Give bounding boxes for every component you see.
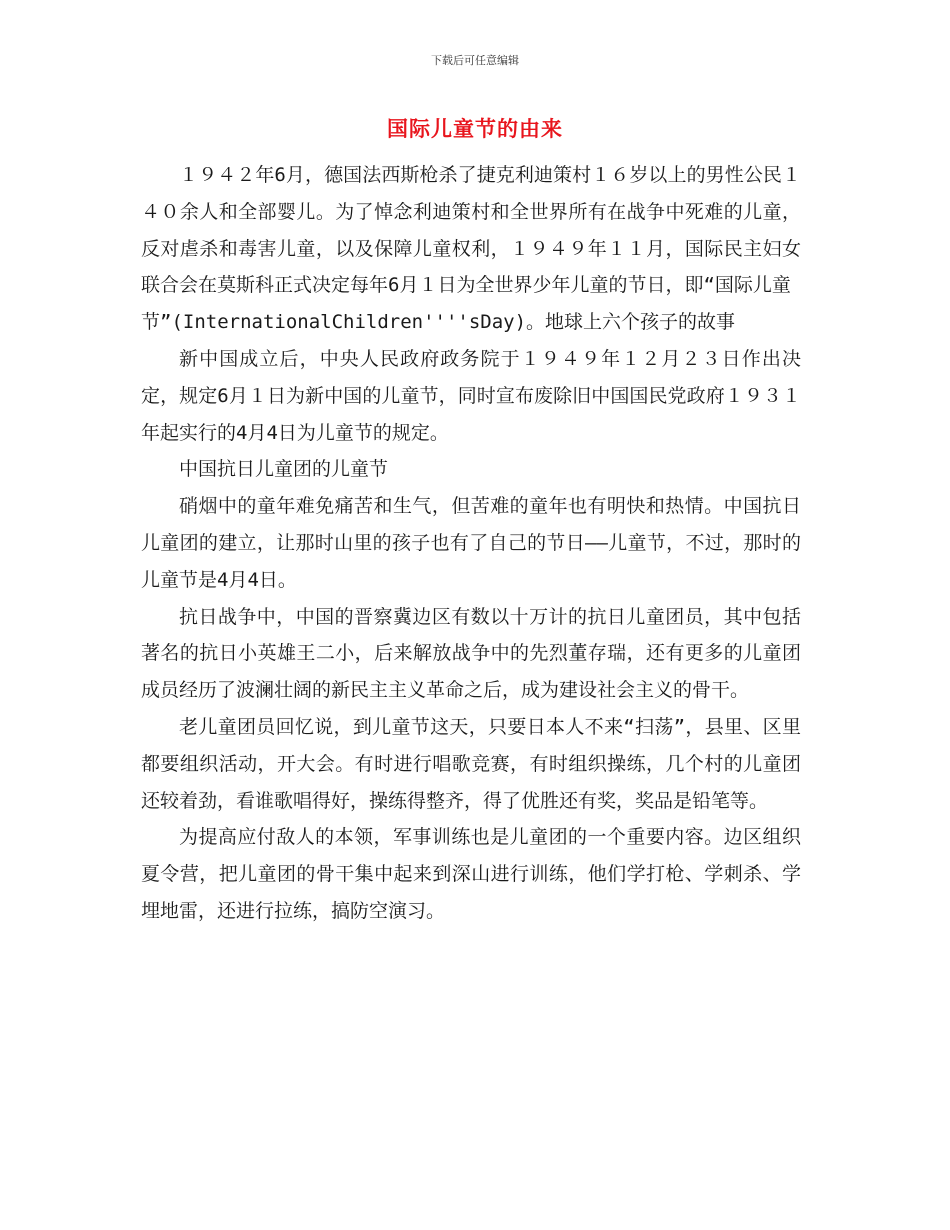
document-body: [141, 157, 801, 930]
paragraph-lidice-massacre: １９４２年6月，德国法西斯枪杀了捷克利迪策村１６岁以上的男性公民１４０余人和全部婴儿。为了悼念利迪策村和全世界所有在战争中死难的儿童，反对虐杀和毒害儿童，以及保障儿童权利，１９４９年１１月，国际民主妇女联合会在莫斯科正式决定每年6月１日为全世界少年儿童的节日，即“国际儿童: [141, 164, 801, 297]
section-heading-anti-japanese-childrens-corps: 中国抗日儿童团的儿童节: [179, 458, 389, 481]
document-title: 国际儿童节的由来: [387, 117, 563, 141]
paragraph-new-china-decision: 新中国成立后，中央人民政府政务院于１９４９年１２月２３日作出决定，规定6月１日为新中国的儿童节，同时宣布废除旧中国国民党政府１９３１年起实行的4月4日为儿童节的规定。: [141, 347, 801, 444]
page-header-note: 下载后可任意编辑: [431, 54, 519, 67]
paragraph-veteran-recollection: 老儿童团员回忆说，到儿童节这天，只要日本人不来“扫荡”，县里、区里都要组织活动，开大会。有时进行唱歌竞赛，有时组织操练，几个村的儿童团还较着劲，看谁歌唱得好，操练得整齐，得了优胜还有奖，奖品是铅笔等。: [141, 715, 801, 812]
paragraph-jin-cha-ji-members: 抗日战争中，中国的晋察冀边区有数以十万计的抗日儿童团员，其中包括著名的抗日小英雄王二小，后来解放战争中的先烈董存瑞，还有更多的儿童团成员经历了波澜壮阔的新民主主义革命之后，成为建设社会主义的骨干。: [141, 605, 801, 702]
paragraph-military-training: 为提高应付敌人的本领，军事训练也是儿童团的一个重要内容。边区组织夏令营，把儿童团的骨干集中起来到深山进行训练，他们学打枪、学刺杀、学埋地雷，还进行拉练，搞防空演习。: [141, 826, 801, 922]
paragraph-childrens-day-name: 节”(InternationalChildren''''sDay)。地球上六个孩子的故事: [141, 311, 736, 334]
paragraph-wartime-childhood: 硝烟中的童年难免痛苦和生气，但苦难的童年也有明快和热情。中国抗日儿童团的建立，让那时山里的孩子也有了自己的节日——儿童节，不过，那时的儿童节是4月4日。: [141, 495, 801, 591]
